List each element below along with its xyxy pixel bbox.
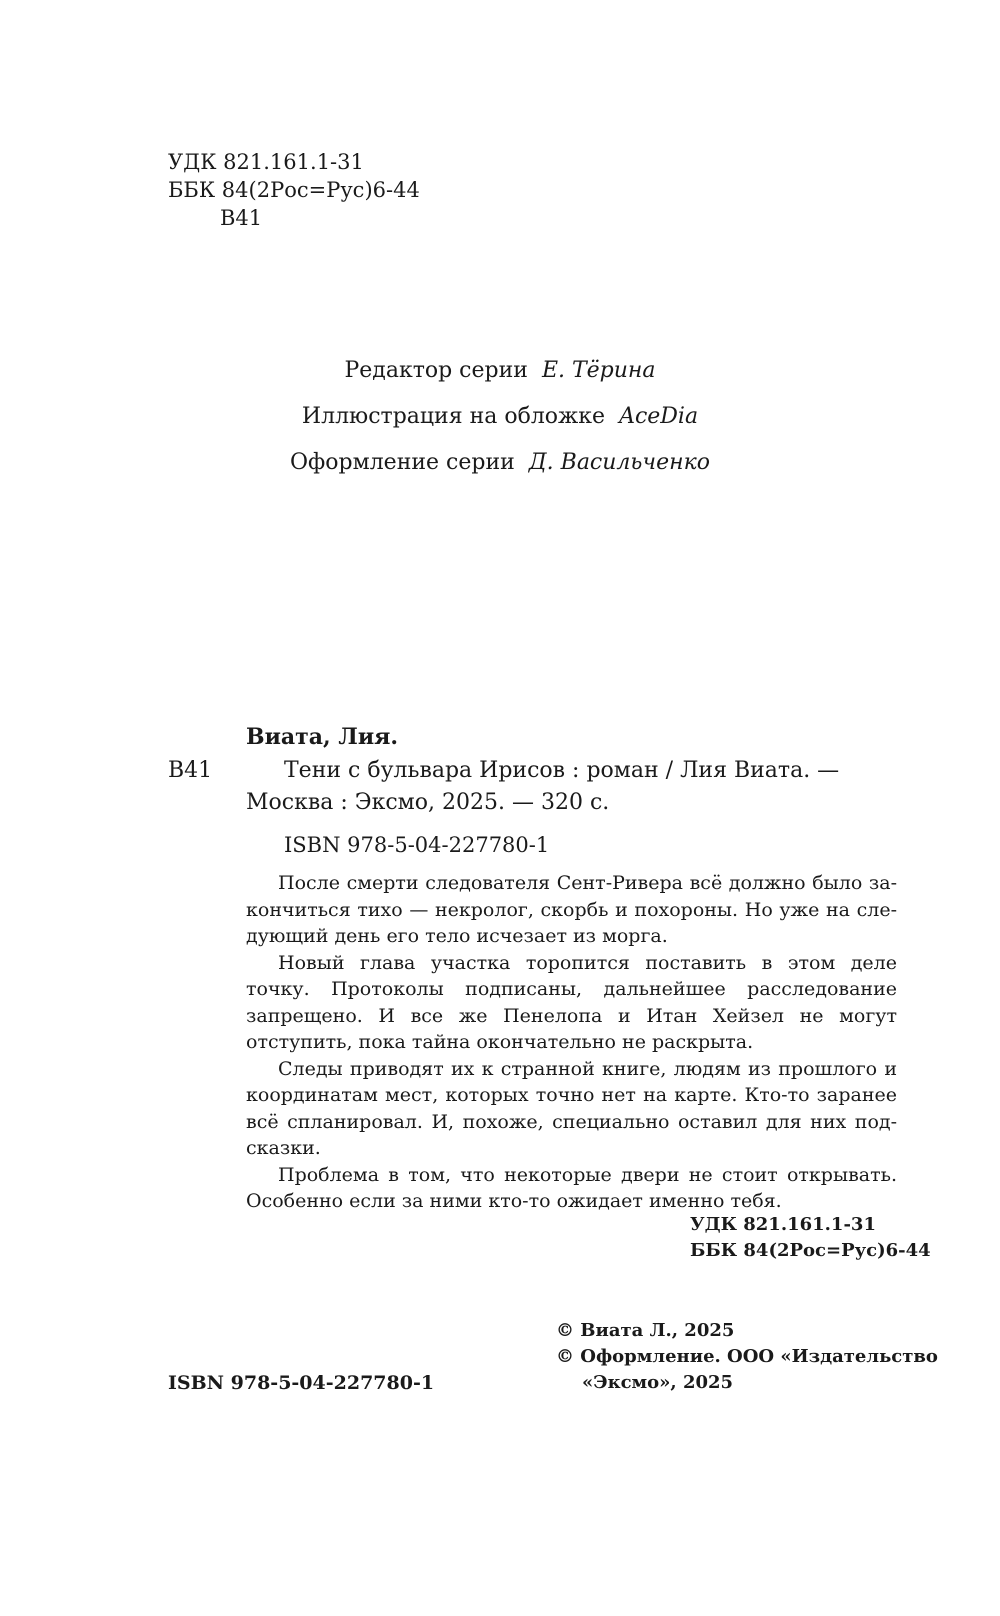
entry-title-line: Тени с бульвара Ирисов : роман / Лия Виата. — [284, 758, 840, 783]
entry-author: Виата, Лия. [246, 724, 399, 750]
credit-series-design [0, 440, 1000, 486]
credit-cover-illustration [0, 394, 1000, 440]
isbn-bottom: ISBN 978-5-04-227780-1 [168, 1372, 435, 1394]
annotation-paragraph: После смерти следователя Сент-Ривера всё должно было закончиться тихо — некролог, скорбь и похороны. Но уже на следующий день его тело исчезает из морга. [246, 872, 897, 947]
bbk-code: ББК 84(2Рос=Рус)6-44 [690, 1240, 931, 1261]
credit-person: Д. Васильченко [528, 450, 710, 475]
annotation-paragraph: Проблема в том, что некоторые двери не стоит открывать. Особенно если за ними кто-то ожидает именно тебя. [246, 1163, 897, 1212]
copyright-block [556, 1318, 938, 1396]
annotation-paragraph: Новый глава участка торопится поставить в этом деле точку. Протоколы подписаны, дальнейшее расследование запрещено. И все же Пенелопа и Итан Хейзел не могут отступить, пока тайна окончательно не раскрыта. [246, 951, 897, 1053]
entry-isbn: ISBN 978-5-04-227780-1 [284, 833, 550, 857]
author-sign: В41 [220, 206, 263, 230]
annotation-paragraph: Следы приводят их к странной книге, людям из прошлого и координатам мест, которых точно нет на карте. Кто-то заранее всё спланировал. И, похоже, специально оставил для них подсказки. [246, 1057, 897, 1159]
copyright-design-cont: «Эксмо», 2025 [582, 1372, 734, 1393]
udk-code: УДК 821.161.1-31 [168, 150, 364, 174]
annotation [246, 870, 897, 1215]
copyright-author: © Виата Л., 2025 [556, 1320, 735, 1341]
credit-person: Е. Тёрина [541, 358, 656, 383]
classification-codes-top [168, 148, 420, 232]
credit-series-editor [0, 348, 1000, 394]
credit-role: Иллюстрация на обложке [301, 404, 606, 429]
entry-author-sign: В41 [168, 758, 213, 783]
udk-code: УДК 821.161.1-31 [690, 1214, 876, 1235]
credit-role: Редактор серии [344, 358, 528, 383]
credit-person: AceDia [619, 404, 699, 429]
copyright-design: © Оформление. ООО «Издательство [556, 1346, 938, 1367]
bbk-code: ББК 84(2Рос=Рус)6-44 [168, 178, 420, 202]
credits-block [0, 348, 1000, 486]
entry-imprint-line: Москва : Эксмо, 2025. — 320 с. [246, 790, 610, 815]
classification-codes-bottom [690, 1212, 931, 1264]
credit-role: Оформление серии [290, 450, 515, 475]
